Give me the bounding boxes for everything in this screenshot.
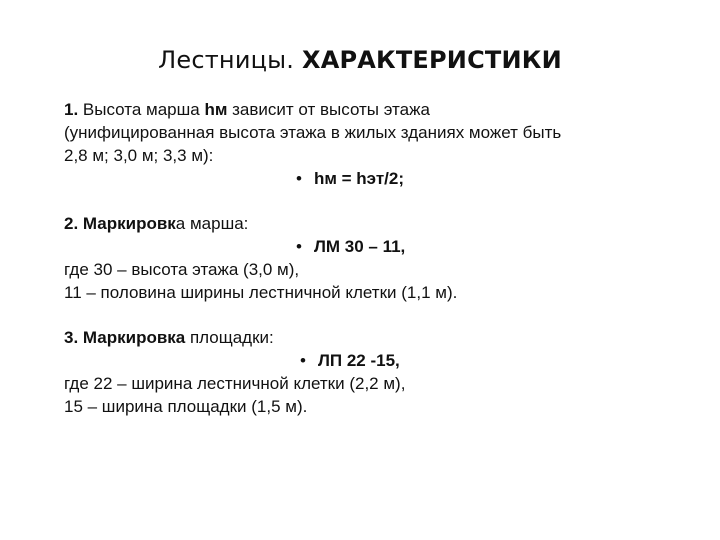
section2-formula-row	[64, 235, 684, 258]
section1-hm: hм	[204, 100, 228, 119]
section3-formula: ЛП 22 -15,	[317, 351, 400, 370]
section2-heading-rest: а марша:	[175, 214, 249, 233]
slide-title	[0, 46, 720, 74]
slide-body	[64, 98, 684, 418]
section2-formula: ЛМ 30 – 11,	[313, 237, 406, 256]
section2-heading-bold: 2. Маркировк	[64, 214, 176, 233]
section3-heading-bold: 3. Маркировка	[64, 328, 186, 347]
section1-formula-row	[64, 167, 684, 190]
section1-formula: hм = hэт/2;	[313, 169, 404, 188]
section1-line1	[64, 98, 684, 121]
section3-formula-row	[64, 349, 684, 372]
section2-note2: 11 – половина ширины лестничной клетки (1,1 м).	[64, 283, 458, 302]
section3-note2: 15 – ширина площадки (1,5 м).	[64, 397, 308, 416]
bullet-icon: •	[296, 169, 302, 188]
section2-heading	[64, 212, 684, 235]
bullet-icon: •	[300, 351, 306, 370]
section3-heading-rest: площадки:	[185, 328, 274, 347]
section3-heading	[64, 326, 684, 349]
section1-text-c: зависит от высоты этажа	[227, 100, 430, 119]
slide-title-main: Лестницы.	[158, 46, 295, 74]
section1-line2: (унифицированная высота этажа в жилых зданиях может быть	[64, 123, 562, 142]
slide-title-caps: ХАРАКТЕРИСТИКИ	[301, 46, 562, 74]
section3-note1: где 22 – ширина лестничной клетки (2,2 м),	[64, 374, 406, 393]
section1-line3: 2,8 м; 3,0 м; 3,3 м):	[64, 146, 214, 165]
section1-text-a: Высота марша	[78, 100, 205, 119]
section2-note1: где 30 – высота этажа (3,0 м),	[64, 260, 300, 279]
bullet-icon: •	[296, 237, 302, 256]
section1-number: 1.	[64, 100, 79, 119]
